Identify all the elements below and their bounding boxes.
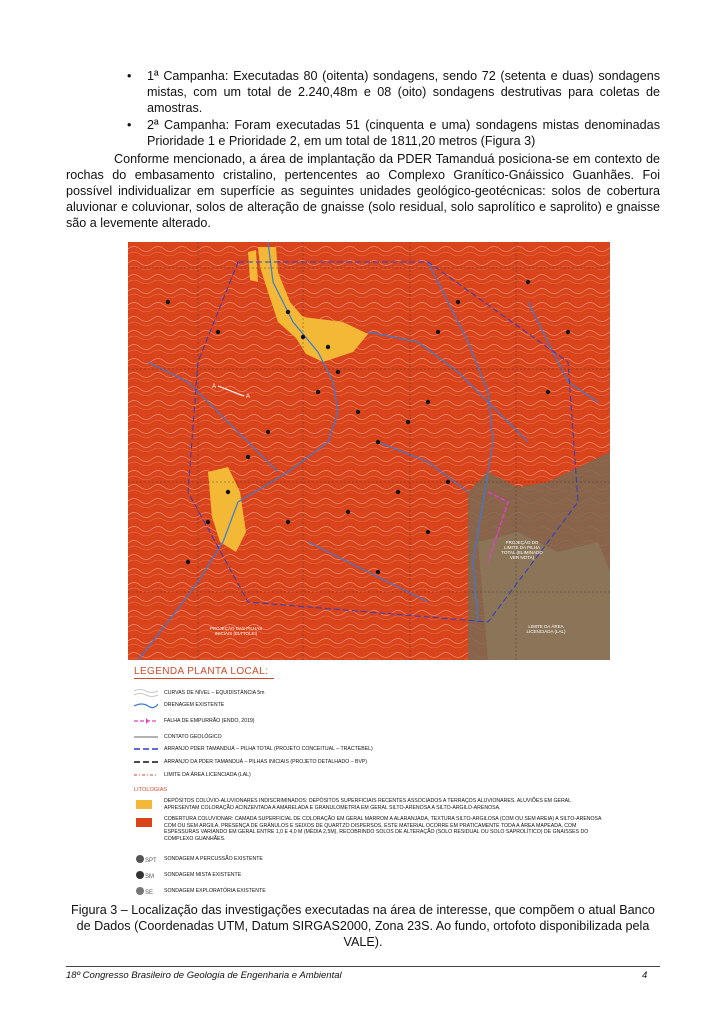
body-paragraph: Conforme mencionado, a área de implantação da PDER Tamanduá posiciona-se em contexto de rochas do embasamento cristalino, pertencentes ao Complexo Granítico-Gnáissico Guanhães. Foi possível individualizar em superfície as seguintes unidades geológico-geotécnicas: solos de cobertura aluvionar e coluvionar, solos de alteração de gnaisse (solo residual, solo saprolítico e saprolito) e gnaisse são a levemente alterado. [66,152,660,230]
bullet-marker: • [127,118,132,132]
svg-text:SE: SE [145,890,154,896]
map-legend [128,664,610,900]
geologic-contact-icon [134,732,158,742]
geologic-map [128,242,610,660]
footer-text: 18º Congresso Brasileiro de Geologia de Engenharia e Ambiental [66,970,342,981]
campaign-text: 2ª Campanha: Foram executadas 51 (cinquenta e uma) sondagens mistas denominadas Prioridade 1 e Prioridade 2, em um total de 1811,20 metros (Figura 3) [147,118,660,148]
campaign-list [127,68,660,150]
page-number: 4 [642,970,648,981]
lithology-description: COBERTURA COLUVIONAR: CAMADA SUPERFICIAL DE COLORAÇÃO EM GERAL MARROM A ALARANJADA, TEXTURA SILTO-ARGILOSA (COM OU SEM AREIA) A SILTO-ARENOSA COM OU SEM ARGILA. PRESENÇA DE GRÂNULOS E SEIXOS DE QUARTZO DISPERSOS. ESTE MATERIAL OCORRE EM PRATICAMENTE TODA A ÁREA MAPEADA, COM ESPESSURAS VARIANDO EM GERAL ENTRE 1,0 E 4,0 M (MÉDIA 2,5M), RECOBRINDO SOLOS DE ALTERAÇÃO (SOLO RESIDUAL OU SOLO SAPROLÍTICO) DE GNAISSES DO COMPLEXO GUANHÃES. [164,816,602,842]
initial-piles-outline-icon [134,757,158,767]
svg-text:SM: SM [145,874,154,880]
licensed-limit-icon [134,770,158,780]
lithology-description: DEPÓSITOS COLÚVIO-ALUVIONARES INDISCRIMINADOS: DEPÓSITOS SUPERFICIAIS RECENTES ASSOCIADOS A TERRAÇOS ALUVIONARES. ALUVIÕES EM GERAL APRESENTAM COLORAÇÃO ACINZENTADA A AMARELADA E GRANULOMETRIA EM GERAL SILTO-ARENOSA A SILTO-ARGILO-ARENOSA. [164,798,571,811]
legend-item-label: LIMITE DA ÁREA LICENCIADA (LAL) [164,772,251,778]
legend-item-label: CONTATO GEOLÓGICO [164,734,222,740]
map-canvas [128,242,610,660]
alluvial-swatch [136,800,152,809]
bullet-marker: • [127,69,132,83]
legend-item-label: FALHA DE EMPURRÃO (ENDO, 2019) [164,718,255,724]
licensed-area-label: LIMITE DA ÁREA LICENCIADA (LAL) [526,624,566,634]
figure-caption: Figura 3 – Localização das investigações executadas na área de interesse, que compõem o atual Banco de Dados (Coordenadas UTM, Datum SIRGAS2000, Zona 23S. Ao fundo, ortofoto disponibilizada pela VALE). [71,903,655,949]
contour-lines-icon [134,688,158,698]
campaign-item [127,117,660,149]
mixed-borehole-icon [134,870,158,880]
total-pile-outline-icon [134,744,158,754]
projection-label-left: PROJEÇÃO DAS PILHAS INICIAIS (ELTTOLEI) [209,626,263,636]
projection-label-right: PROJEÇÃO DO LIMITE DA PILHA TOTAL (ELIMINADO VER NOTA) [501,540,543,560]
legend-title: LEGENDA PLANTA LOCAL: [134,666,269,677]
percussion-borehole-icon [134,854,158,864]
borehole-label: SONDAGEM A PERCUSSÃO EXISTENTE [164,856,263,862]
campaign-text: 1ª Campanha: Executadas 80 (oitenta) sondagens, sendo 72 (setenta e duas) sondagens mistas, com um total de 2.240,48m e 08 (oito) sondagens destrutivas para coletas de amostras. [147,69,660,115]
legend-item-label: DRENAGEM EXISTENTE [164,702,225,708]
drainage-line-icon [134,700,158,710]
legend-item-label: ARRANJO DA PDER TAMANDUÁ – PILHAS INICIAIS (PROJETO DETALHADO – BVP) [164,759,368,765]
colluvial-swatch [136,818,152,827]
section-a-label: A [212,384,217,390]
borehole-label: SONDAGEM EXPLORATÓRIA EXISTENTE [164,888,266,894]
svg-text:SPT: SPT [145,858,157,864]
exploratory-borehole-icon [134,886,158,896]
legend-item-label: ARRANJO PDER TAMANDUÁ – PILHA TOTAL (PROJETO CONCEITUAL – TRACTEBEL) [164,746,373,752]
borehole-label: SONDAGEM MISTA EXISTENTE [164,872,242,878]
footer-rule [66,966,660,967]
campaign-item [127,68,660,116]
lithology-heading: LITOLOGIAS [134,787,168,793]
section-a-end-label: A [246,394,251,400]
legend-title-underline [134,678,274,679]
thrust-fault-icon [134,716,158,726]
legend-item-label: CURVAS DE NÍVEL – EQUIDISTÂNCIA 5m [164,690,265,696]
